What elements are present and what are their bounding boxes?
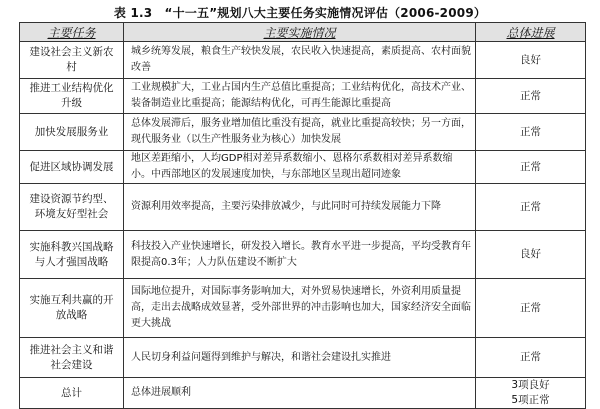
table-title: 表 1.3 “十一五”规划八大主要任务实施情况评估（2006-2009） (113, 6, 487, 20)
progress-cell: 正常 (476, 279, 586, 338)
table-row (20, 279, 586, 338)
table-row (20, 184, 586, 231)
task-cell: 建设社会主义新农村 (20, 42, 124, 79)
table-row (20, 151, 586, 184)
header-task: 主要任务 (20, 23, 124, 42)
task-cell: 建设资源节约型、环境友好型社会 (20, 184, 124, 231)
header-measures: 主要实施情况 (124, 23, 476, 42)
evaluation-table (19, 22, 586, 409)
measures-cell: 工业规模扩大，工业占国内生产总值比重提高；工业结构优化，高技术产业、装备制造业比重提高；能源结构优化，可再生能源比重提高 (124, 79, 476, 114)
task-cell: 推进工业结构优化升级 (20, 79, 124, 114)
header-row (20, 23, 586, 42)
table-row (20, 79, 586, 114)
total-row (20, 378, 586, 409)
total-measures-cell: 总体进展顺利 (124, 378, 476, 409)
task-cell: 实施科教兴国战略与人才强国战略 (20, 231, 124, 279)
total-label-cell: 总计 (20, 378, 124, 409)
measures-cell: 总体发展滞后，服务业增加值比重没有提高，就业比重提高较快；另一方面，现代服务业（以生产性服务业为核心）加快发展 (124, 114, 476, 151)
task-cell: 推进社会主义和谐社会建设 (20, 338, 124, 378)
table-row (20, 338, 586, 378)
task-cell: 加快发展服务业 (20, 114, 124, 151)
measures-cell: 科技投入产业快速增长，研发投入增长。教育水平进一步提高，平均受教育年限提高0.3年；人力队伍建设不断扩大 (124, 231, 476, 279)
measures-cell: 人民切身利益问题得到维护与解决，和谐社会建设扎实推进 (124, 338, 476, 378)
progress-cell: 正常 (476, 79, 586, 114)
measures-cell: 城乡统筹发展，粮食生产较快发展，农民收入快速提高，素质提高、农村面貌改善 (124, 42, 476, 79)
progress-cell: 正常 (476, 338, 586, 378)
progress-cell: 正常 (476, 184, 586, 231)
header-progress: 总体进展 (476, 23, 586, 42)
progress-cell: 良好 (476, 42, 586, 79)
measures-cell: 地区差距缩小，人均GDP相对差异系数缩小、恩格尔系数相对差异系数缩小。中西部地区的发展速度加快，与东部地区呈现出超同迹象 (124, 151, 476, 184)
table-row (20, 231, 586, 279)
total-progress-cell: 3项良好 5项正常 (476, 378, 586, 409)
measures-cell: 国际地位提升，对国际事务影响加大，对外贸易快速增长，外资利用质量提高，走出去战略成效显著，受外部世界的冲击影响也加大，国家经济安全面临更大挑战 (124, 279, 476, 338)
progress-cell: 正常 (476, 114, 586, 151)
progress-cell: 良好 (476, 231, 586, 279)
progress-cell: 正常 (476, 151, 586, 184)
task-cell: 促进区域协调发展 (20, 151, 124, 184)
measures-cell: 资源利用效率提高，主要污染排放减少，与此同时可持续发展能力下降 (124, 184, 476, 231)
task-cell: 实施互利共赢的开放战略 (20, 279, 124, 338)
table-row (20, 114, 586, 151)
table-row (20, 42, 586, 79)
